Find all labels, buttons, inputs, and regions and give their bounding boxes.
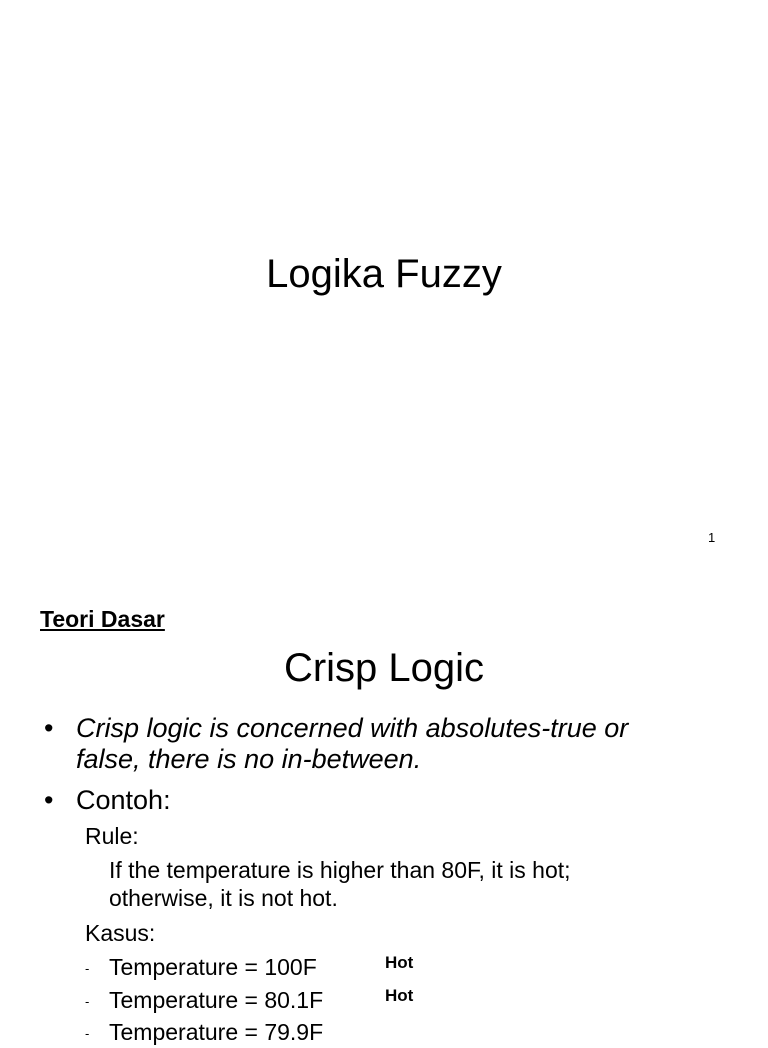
bullet-definition-line-2: false, there is no in-between. — [76, 744, 422, 774]
bullet-definition-text — [76, 713, 628, 775]
case-dash: - — [85, 961, 90, 976]
presentation-title: Logika Fuzzy — [266, 252, 502, 296]
slide-crisp-logic — [0, 576, 768, 1045]
page-number: 1 — [708, 530, 716, 545]
bullet-dot: • — [44, 713, 54, 743]
bullet-definition-line-1: Crisp logic is concerned with absolutes-true or — [76, 713, 629, 743]
cases-label: Kasus: — [85, 920, 156, 946]
rule-text-line-1: If the temperature is higher than 80F, it is hot; — [109, 857, 571, 883]
rule-text — [109, 856, 571, 912]
case-dash: - — [85, 994, 90, 1009]
bullet-dot: • — [44, 785, 54, 815]
case-dash: - — [85, 1026, 90, 1041]
slide-heading: Crisp Logic — [283, 646, 485, 690]
rule-label: Rule: — [85, 823, 139, 849]
case-text: Temperature = 100F — [109, 954, 317, 980]
rule-text-line-2: otherwise, it is not hot. — [109, 885, 338, 911]
case-result: Hot — [385, 986, 414, 1005]
bullet-example-text: Contoh: — [76, 785, 171, 815]
case-text: Temperature = 80.1F — [109, 987, 324, 1013]
case-result: Hot — [385, 953, 414, 972]
section-label: Teori Dasar — [40, 606, 165, 632]
case-text: Temperature = 79.9F — [109, 1019, 324, 1045]
